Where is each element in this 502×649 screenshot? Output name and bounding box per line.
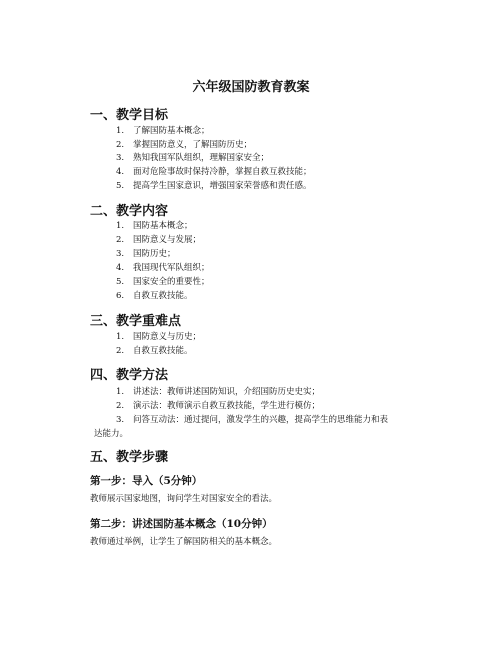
list-number: 2. (116, 235, 125, 245)
section-heading-key-points: 三、教学重难点 (90, 314, 182, 329)
list-text: 提高学生国家意识，增强国家荣誉感和责任感。 (133, 181, 312, 191)
section-heading-steps: 五、教学步骤 (90, 450, 169, 465)
list-text: 国家安全的重要性； (133, 277, 210, 287)
list-number: 1. (116, 126, 125, 136)
list-number: 5. (116, 181, 125, 191)
list-number: 1. (116, 332, 125, 342)
document-title: 六年级国防教育教案 (192, 80, 310, 95)
list-item-continuation: 达能力。 (94, 429, 129, 439)
list-text: 国防意义与历史； (133, 332, 202, 342)
list-text: 讲述法：教师讲述国防知识，介绍国防历史史实； (133, 387, 321, 397)
step-paragraph: 教师通过举例，让学生了解国防相关的基本概念。 (90, 537, 278, 547)
list-number: 1. (116, 387, 125, 397)
list-number: 3. (116, 415, 125, 425)
list-number: 3. (116, 249, 125, 259)
list-number: 4. (116, 263, 125, 273)
list-text: 自救互救技能。 (133, 346, 193, 356)
list-text: 掌握国防意义，了解国防历史； (133, 140, 253, 150)
section-heading-content: 二、教学内容 (90, 204, 169, 219)
list-number: 1. (116, 221, 125, 231)
step-paragraph: 教师展示国家地图，询问学生对国家安全的看法。 (90, 494, 278, 504)
list-text: 自救互救技能。 (133, 291, 193, 301)
list-number: 4. (116, 167, 125, 177)
step-heading: 第二步：讲述国防基本概念（10分钟） (90, 518, 273, 530)
list-text: 国防历史； (133, 249, 176, 259)
list-text: 国防意义与发展； (133, 235, 202, 245)
list-text: 熟知我国军队组织，理解国家安全； (133, 153, 270, 163)
list-text: 演示法：教师演示自救互救技能，学生进行模仿； (133, 401, 321, 411)
section-heading-objectives: 一、教学目标 (90, 108, 169, 123)
step-heading: 第一步：导入（5分钟） (90, 475, 203, 487)
list-text: 国防基本概念； (133, 221, 193, 231)
list-text: 面对危险事故时保持冷静，掌握自救互救技能； (133, 167, 312, 177)
list-number: 2. (116, 140, 125, 150)
list-number: 2. (116, 401, 125, 411)
list-text: 问答互动法：通过提问，激发学生的兴趣，提高学生的思维能力和表 (133, 415, 389, 425)
list-text: 了解国防基本概念； (133, 126, 210, 136)
list-text: 我国现代军队组织； (133, 263, 210, 273)
section-heading-methods: 四、教学方法 (90, 368, 169, 383)
list-number: 3. (116, 153, 125, 163)
list-number: 2. (116, 346, 125, 356)
list-number: 6. (116, 291, 125, 301)
list-number: 5. (116, 277, 125, 287)
